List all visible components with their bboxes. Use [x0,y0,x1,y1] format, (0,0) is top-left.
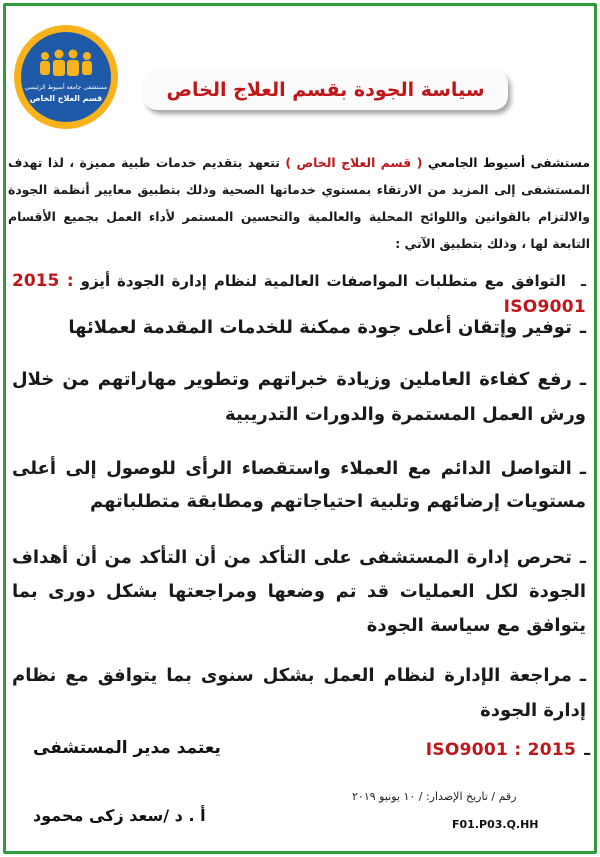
policy-item [12,362,586,432]
bullet-dash: ـ [579,665,586,686]
bullet-dash: ـ [579,458,586,479]
policy-item [12,452,586,518]
issue-date: رقم / تاريخ الإصدار: / ١٠ يونيو ٢٠١٩ [352,790,517,803]
intro-hospital: مستشفى أسيوط الجامعي [427,155,590,170]
policy-item [12,541,586,643]
policy-item [12,658,586,728]
logo-text-department: قسم العلاج الخاص [29,94,103,103]
bullet-dash: ـ [580,272,586,290]
policy-item [12,268,586,320]
policy-item-text: رفع كفاءة العاملين وزيادة خبراتهم وتطوير مهاراتهم من خلال ورش العمل المستمرة والدورات التدريبية [12,369,586,425]
approval-label: يعتمد مدير المستشفى [33,738,221,758]
policy-item-iso [360,736,590,764]
title-banner [143,70,508,110]
bullet-dash: ـ [584,740,590,760]
policy-item-text: تحرص إدارة المستشفى على التأكد من أن التأكد من أن أهداف الجودة لكل العمليات قد تم وضعها ومراجعتها بشكل دورى بما يتوافق مع سياسة الجودة [12,547,586,636]
policy-item-text: التواصل الدائم مع العملاء واستقصاء الرأى للوصول إلى أعلى مستويات إرضائهم وتلبية احتياجاتهم ومطابقة متطلباتهم [12,458,586,512]
iso-standard: ISO9001 : 2015 [425,740,577,760]
bullet-dash: ـ [579,317,586,338]
intro-body: تتعهد بتقديم خدمات طبية مميزة ، لذا تهدف المستشفى إلى المزيد من الارتقاء بمستوي خدماتها الصحية وذلك بتطبيق معايير أنظمة الجودة والالتزام بالقوانين واللوائح المحلية والعالمية والتحسين المستمر لأداء العمل بجميع الأقسام التابعة لها ، وذلك بتطبيق الآتي : [8,155,590,251]
iso-standard: 2015 : ISO9001 [12,271,586,317]
bullet-dash: ـ [579,547,586,568]
intro-department: ( قسم العلاج الخاص ) [285,155,423,170]
policy-item-text: مراجعة الإدارة لنظام العمل بشكل سنوى بما يتوافق مع نظام إدارة الجودة [12,665,586,721]
page-title: سياسة الجودة بقسم العلاج الخاص [166,79,485,101]
logo-inner-circle [21,32,111,122]
bullet-dash: ـ [579,369,586,390]
department-logo [14,25,118,129]
logo-text-hospital: مستشفى جامعة أسيوط الرئيسي [24,84,108,91]
people-icon [35,46,97,80]
intro-paragraph [8,149,590,257]
director-name: أ . د /سعد زكى محمود [33,806,206,825]
policy-item [12,314,586,342]
policy-item-text: التوافق مع متطلبات المواصفات العالمية لنظام إدارة الجودة أيزو [80,272,566,290]
policy-item-text: توفير وإتقان أعلى جودة ممكنة للخدمات المقدمة لعملائها [68,317,572,338]
document-code: F01.P03.Q.HH [452,818,539,831]
